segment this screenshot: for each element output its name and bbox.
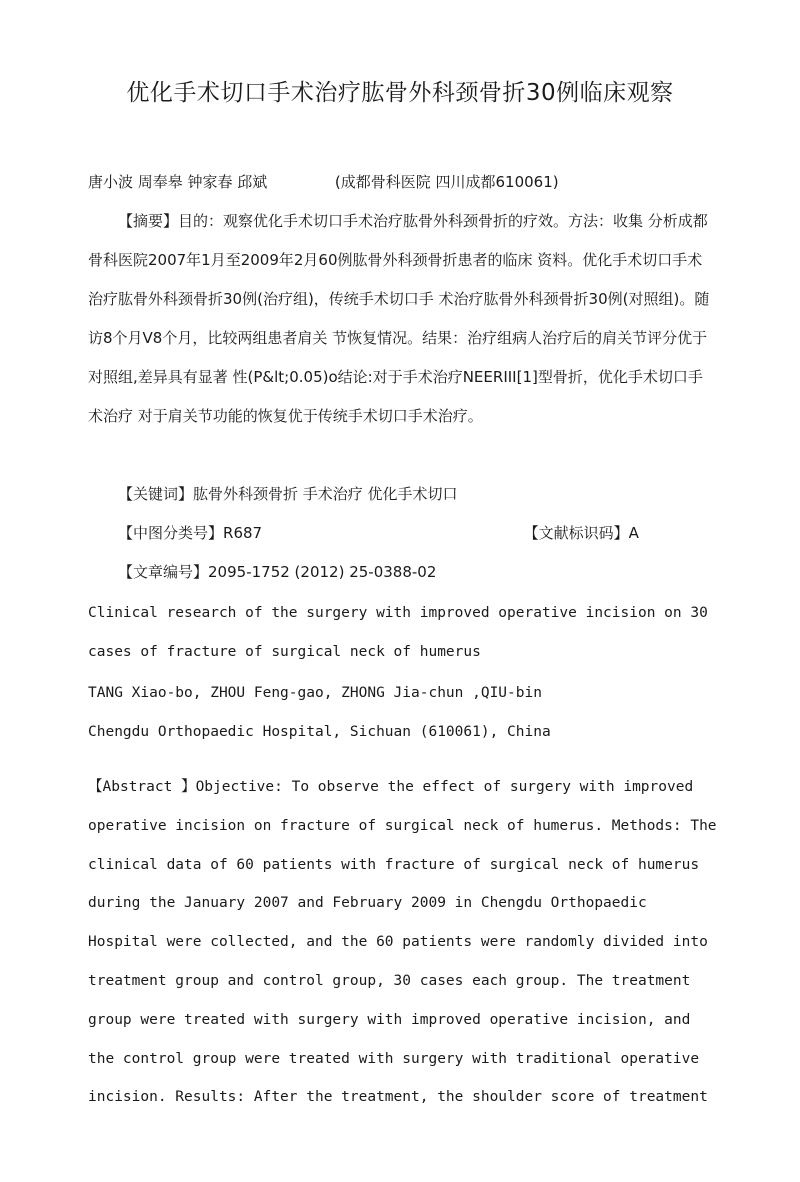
affiliation: (成都骨科医院 四川成都610061) (334, 173, 559, 191)
abstract-zh-text: 目的：观察优化手术切口手术治疗肱骨外科颈骨折的疗效。方法：收集 分析成都骨科医院2007年1月至2009年2月60例肱骨外科颈骨折患者的临床 资料。优化手术切口手术治疗肱骨外科颈骨折30例(治疗组)，传统手术切口手 术治疗肱骨外科颈骨折30例(对照组)。随访8个月V8个月，比较两组患者肩关 节恢复情况。结果：治疗组病人治疗后的肩关节评分优于对照组,差异具有显著 性(P&lt;0.05)o结论:对于手术治疗NEERIII[1]型骨折，优化手术切口手术治疗 对于肩关节功能的恢复优于传统手术切口手术治疗。 (88, 212, 710, 425)
article-no-label: 【文章编号】 (118, 563, 209, 581)
english-authors: TANG Xiao-bo, ZHOU Feng-gao, ZHONG Jia-chun ,QIU-bin (88, 685, 542, 701)
abstract-en (88, 768, 718, 1117)
article-no-value: 2095-1752 (2012) 25-0388-02 (208, 563, 437, 581)
keywords-text: 肱骨外科颈骨折 手术治疗 优化手术切口 (193, 485, 458, 503)
doc-code-label: 【文献标识码】 (523, 524, 629, 542)
author-line (88, 163, 716, 202)
classification-line (88, 514, 716, 553)
classification-value: R687 (223, 524, 263, 542)
abstract-zh (88, 202, 716, 436)
keywords-label: 【关键词】 (118, 485, 194, 503)
keywords (88, 475, 716, 514)
authors: 唐小波 周奉皋 钟家春 邱斌 (88, 173, 268, 191)
paper-title: 优化手术切口手术治疗肱骨外科颈骨折30例临床观察 (126, 80, 674, 106)
classification-label: 【中图分类号】 (118, 524, 224, 542)
abstract-en-text: Objective: To observe the effect of surgery with improved operative incision on fracture of surgical neck of humerus. Methods: The clinical data of 60 patients with fracture of surgical neck of humerus during the January 2007 and February 2009 in Chengdu Orthopaedic Hospital were collected, and the 60 patients were randomly divided into treatment group and control group, 30 cases each group. The treatment group were treated with surgery with improved operative incision, and the control group were treated with surgery with traditional operative incision. Results: After the treatment, the shoulder score of treatment (88, 779, 717, 1106)
article-number (88, 553, 716, 592)
english-affiliation: Chengdu Orthopaedic Hospital, Sichuan (610061), China (88, 724, 551, 740)
doc-code-value: A (628, 524, 639, 542)
abstract-en-label: 【Abstract 】 (88, 779, 196, 795)
english-title: Clinical research of the surgery with improved operative incision on 30 cases of fracture of surgical neck of humerus (88, 605, 708, 660)
abstract-zh-label: 【摘要】 (118, 212, 179, 230)
